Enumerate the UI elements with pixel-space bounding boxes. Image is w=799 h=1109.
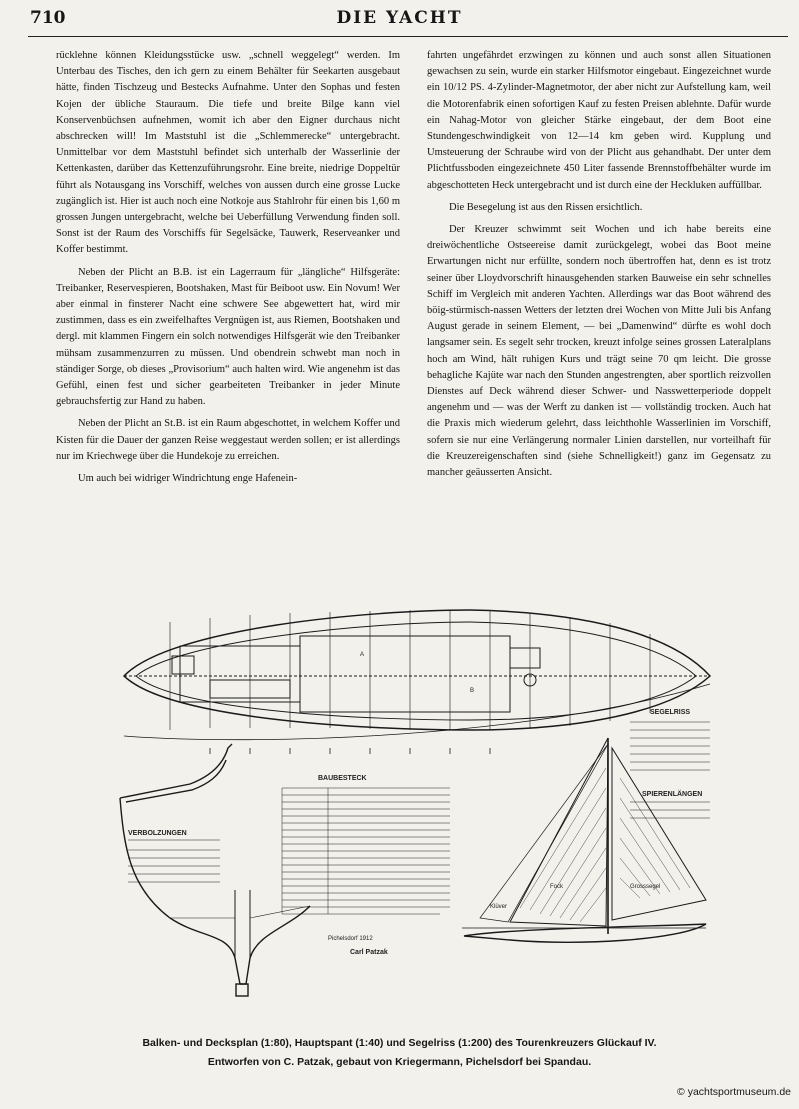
sail-plan	[462, 738, 706, 942]
paragraph: Neben der Plicht an St.B. ist ein Raum abgeschottet, in welchem Koffer und Kisten für die Dauer der ganzen Reise weggestaut werden sollen; er ist allerdings nur im Kriechwege über die Hundekoje zu erreichen.	[56, 418, 400, 462]
header-rule	[28, 36, 788, 37]
paragraph: Um auch bei widriger Windrichtung enge Hafenein-	[78, 473, 298, 485]
deck-plan	[124, 610, 710, 740]
paragraph: Die Besegelung ist aus den Rissen ersichtlich.	[449, 201, 643, 213]
verbolzungen-title: VERBOLZUNGEN	[128, 830, 187, 837]
paragraph: Neben der Plicht an B.B. ist ein Lagerraum für „längliche“ Hilfsgeräte: Treibanker, Reservespieren, Bootshaken, Mast für Beiboot usw. Ein Novum! Wer aber einmal in finsterer Nacht eine schwere See abgewettert hat, wird mir zustimmen, dass es ein zweifelhaftes Vergnügen ist, aus Riemen, Bootshaken und dergl. mit klammen Fingern ein solch notwendiges Hilfsgerät wie den Treibanker mühsam zusammenzurren zu müssen. Und obendrein schwebt man noch in ständiger Sorge, ob dieses „Provisorium“ auch halten wird. Wie angenehm ist das Gefühl, einen fest und sicher gearbeiteten Treibanker in jeder Minute gebrauchsfertig zur Hand zu haben.	[56, 266, 400, 408]
signature-date: Pichelsdorf 1912	[328, 936, 373, 942]
segelriss-table	[630, 709, 710, 818]
sail-label-fock: Fock	[550, 884, 564, 890]
right-column	[427, 48, 771, 487]
sail-label-klueber: Klüver	[490, 904, 508, 910]
paragraph: fahrten ungefährdet erzwingen zu können und auch sonst allen Situationen gewachsen zu sein, wurde ein starker Hilfsmotor eingebaut. Eingezeichnet wurde ein 10/12 PS. 4-Zylinder-Magnetmotor, der aber nicht zur Aufstellung kam, weil die Motorenfabrik einen sofortigen Kauf zu festen Preisen ablehnte. Dafür wurde ein Nahag-Motor von gleicher Stärke eingebaut, der dem Boot eine Stundengeschwindigkeit von 12—14 km geben wird. Kupplung und Umsteuerung der Schraube wird von der Plicht aus gehandhabt. Der unter dem Plichtfussboden eingezeichnete 450 Liter fassende Brennstoffbehälter wurde im abgeschotteten Heck untergebracht und ist durch eine der Heckluken auffüllbar.	[427, 50, 771, 191]
sail-label-grosssegel: Grosssegel	[630, 884, 661, 890]
page-number: 710	[30, 8, 66, 28]
baubesteck-title: BAUBESTECK	[318, 775, 367, 782]
signature-name: Carl Patzak	[350, 949, 388, 956]
left-column	[56, 48, 400, 493]
svg-text:B: B	[470, 688, 475, 694]
yacht-plans-figure	[110, 588, 799, 1028]
figure-caption-line-1: Balken- und Decksplan (1:80), Hauptspant (1:40) und Segelriss (1:200) des Tourenkreuzers Glückauf IV.	[142, 1037, 657, 1049]
watermark: © yachtsportmuseum.de	[677, 1086, 791, 1098]
paragraph: Der Kreuzer schwimmt seit Wochen und ich habe bereits eine dreiwöchentliche Ostseereise damit zurückgelegt, wobei das Boot meine Erwartungen nicht nur erfüllte, sondern noch übertroffen hat, denn es ist trotz seiner über Lloydvorschrift hinausgehenden starken Bauweise ein sehr schnelles Schiff im Vergleich mit anderen Yachten. Allerdings war das Boot während des böig-stürmisch-nassen Wetters der letzten drei Wochen von Mitte Juli bis Anfang August gerade in seinem Element, — bei „Damenwind“ dürfte es wohl doch langsamer sein. Es segelt sehr trocken, kreuzt infolge seines grossen Lateralplans hoch am Wind, hält ruhigen Kurs und trägt seine 70 qm leicht. Die grosse behagliche Kajüte war nach den Stunden angestrengten, aber sportlich reizvollen Dienstes auf Deck während dieser Schwer- und Nasswetterperiode doppelt angenehm und — was der Werft zu danken ist — vollständig trocken. Auch hat die Praxis mich wiederum gelehrt, dass leichthohle Wasserlinien im Vorschiff, sofern sie nur eine Verlängerung normaler Linien darstellen, nur vorteilhaft für die Kreuzereigenschaften sind (siehe Schnelligkeit!) ganz im Gegensatz zu mancher geäusserten Ansicht.	[427, 224, 771, 479]
segelriss-title: SEGELRISS	[650, 709, 691, 716]
paragraph: rücklehne können Kleidungsstücke usw. „schnell weggelegt“ werden. Im Unterbau des Tisches, den ich gern zu einem Behälter für Seekarten ausgebaut hätte, finden Tischzeug und Bestecks Aufnahme. Unter den Sophas und festen Kojen der übliche Stauraum. Die tiefe und breite Bilge kann viel Konservenbüchsen aufnehmen, womit ich aber den Eigner durchaus nicht abschrecken will! Im Maststuhl ist die „Schlemmerecke“ untergebracht. Unmittelbar vor dem Maststuhl befindet sich unterhalb der Wasserlinie der Kettenkasten, darüber das Kettenzuführungsrohr. Eine breite, niedrige Doppeltür führt als Notausgang ins Vorschiff, welches von aussen durch eine grosse Lucke zugänglich ist. Hier ist auch noch eine Notkoje aus Stahlrohr für einen bis 1,60 m grossen Jungen untergebracht, welche bei Ueberfüllung Verwendung finden soll. Sonst ist der Raum des Vorschiffs für Segelsäcke, Tauwerk, Reserveanker und Koffer bestimmt.	[56, 50, 400, 256]
deck-plan-ticks	[210, 748, 490, 754]
verbolzungen-table	[128, 830, 220, 882]
baubesteck-table	[282, 775, 450, 956]
running-title: DIE YACHT	[336, 8, 463, 28]
figure-caption-line-2: Entworfen von C. Patzak, gebaut von Kriegermann, Pichelsdorf bei Spandau.	[207, 1056, 592, 1068]
midship-section	[120, 744, 310, 996]
svg-text:A: A	[360, 652, 365, 658]
spierenlaengen-title: SPIERENLÄNGEN	[642, 791, 703, 798]
